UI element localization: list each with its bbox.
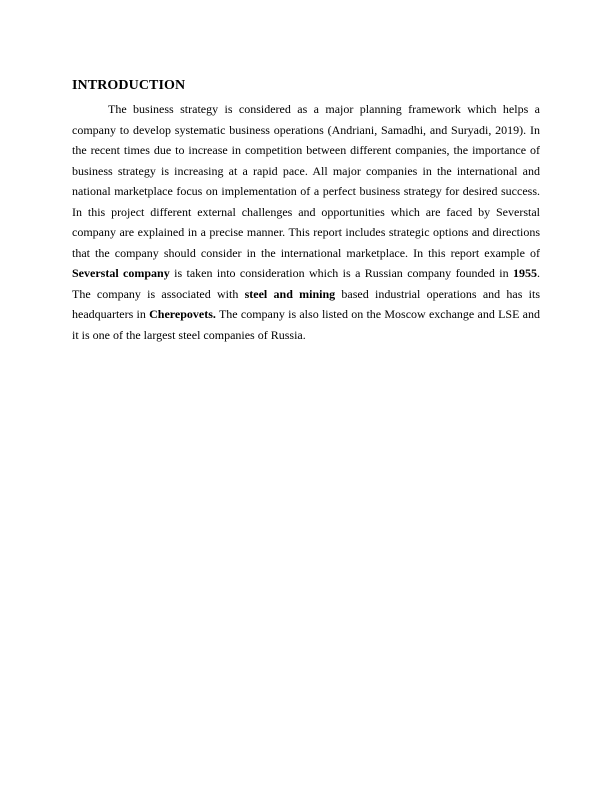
paragraph-text: The business strategy is considered as a major planning framework which helps a company to develop systematic business operations (Andriani, Samadhi, and Suryadi, 2019). In the recent times due to increase in competition between different companies, the importance of business strategy is increasing at a rapid pace. All major companies in the international and national marketplace focus on implementation of a perfect business strategy for desired success. In this project different external challenges and opportunities which are faced by Severstal company are explained in a precise manner. This report includes strategic options and directions that the company should consider in the international marketplace. In this report example of xyxy=(72,102,540,260)
company-name-bold: Severstal company xyxy=(72,266,170,280)
paragraph-text: . The company is associated with xyxy=(72,266,540,301)
paragraph-text: is taken into consideration which is a Russian company founded in xyxy=(169,266,513,280)
industry-bold: steel and mining xyxy=(244,286,336,301)
introduction-paragraph xyxy=(72,99,540,345)
headquarters-bold: Cherepovets. xyxy=(149,307,216,321)
paragraph-text: The company is also listed on the Moscow exchange and LSE and it is one of the largest steel companies of Russia. xyxy=(72,307,540,342)
section-heading: INTRODUCTION xyxy=(72,78,186,93)
founded-year-bold: 1955 xyxy=(513,266,537,280)
paragraph-text: based industrial operations and has its headquarters in xyxy=(72,286,541,321)
